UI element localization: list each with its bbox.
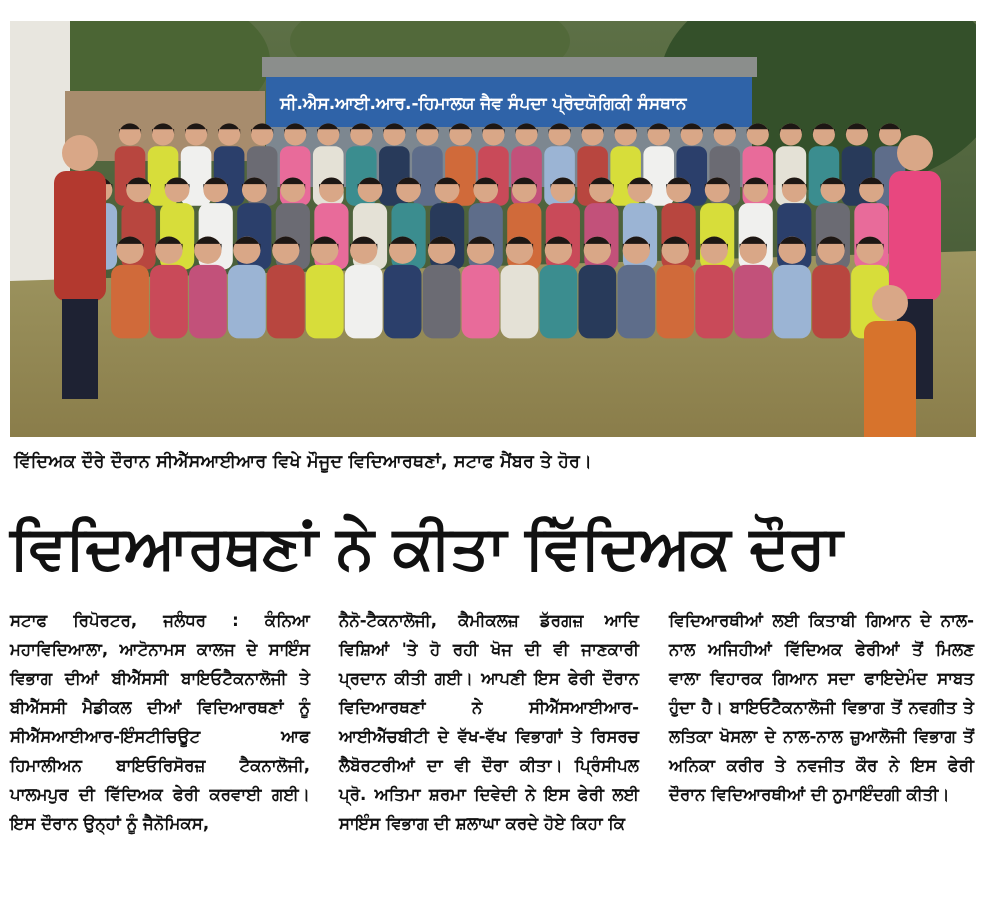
student-figure [540, 265, 578, 339]
column-1-text: ਕੰਨਿਆ ਮਹਾਵਿਦਿਆਲਾ, ਆਟੋਨਾਮਸ ਕਾਲਜ ਦੇ ਸਾਇੰਸ ਵਿਭਾਗ ਦੀਆਂ ਬੀਐੱਸਸੀ ਬਾਇਓਟੈਕਨਾਲੋਜੀ ਤੇ ਬੀਐੱਸਸੀ ਮੈਡੀਕਲ ਦੀਆਂ ਵਿਦਿਆਰਥਣਾਂ ਨੂੰ ਸੀਐੱਸਆਈਆਰ-ਇੰਸਟੀਚਿਊਟ ਆਫ ਹਿਮਾਲੀਅਨ ਬਾਇਓਰਿਸੋਰਜ਼ ਟੈਕਨਾਲੋਜੀ, ਪਾਲਮਪੁਰ ਦੀ ਵਿੱਦਿਅਕ ਫੇਰੀ ਕਰਵਾਈ ਗਈ। ਇਸ ਦੌਰਾਨ ਉਨ੍ਹਾਂ ਨੂੰ ਜੈਨੋਮਿਕਸ, [10, 611, 310, 833]
article-column-2 [339, 606, 639, 838]
student-figure [501, 265, 539, 339]
column-2-text: ਨੈਨੋ-ਟੈਕਨਾਲੋਜੀ, ਕੈਮੀਕਲਜ਼ ਡੱਰਗਜ਼ ਆਦਿ ਵਿਸ਼ਿਆਂ 'ਤੇ ਹੋ ਰਹੀ ਖੋਜ ਦੀ ਵੀ ਜਾਣਕਾਰੀ ਪ੍ਰਦਾਨ ਕੀਤੀ ਗਈ। ਆਪਣੀ ਇਸ ਫੇਰੀ ਦੌਰਾਨ ਵਿਦਿਆਰਥਣਾਂ ਨੇ ਸੀਐੱਸਆਈਆਰ-ਆਈਐੱਚਬੀਟੀ ਦੇ ਵੱਖ-ਵੱਖ ਵਿਭਾਗਾਂ ਤੇ ਰਿਸਰਚ ਲੈਬੋਰਟਰੀਆਂ ਦਾ ਵੀ ਦੌਰਾ ਕੀਤਾ। ਪ੍ਰਿੰਸੀਪਲ ਪ੍ਰੋ. ਅਤਿਮਾ ਸ਼ਰਮਾ ਦਿਵੇਦੀ ਨੇ ਇਸ ਫੇਰੀ ਲਈ ਸਾਇੰਸ ਵਿਭਾਗ ਦੀ ਸ਼ਲਾਘਾ ਕਰਦੇ ਹੋਏ ਕਿਹਾ ਕਿ [339, 611, 639, 833]
student-figure [695, 265, 733, 339]
student-figure [423, 265, 461, 339]
article-column-3 [669, 606, 974, 809]
student-figure [228, 265, 266, 339]
student-figure [812, 265, 850, 339]
student-figure [773, 265, 811, 339]
student-figure [150, 265, 188, 339]
student-figure [189, 265, 227, 339]
headline: ਵਿਦਿਆਰਥਣਾਂ ਨੇ ਕੀਤਾ ਵਿੱਦਿਅਕ ਦੌਰਾ [10, 513, 842, 583]
byline: ਸਟਾਫ ਰਿਪੋਰਟਰ, ਜਲੰਧਰ : [10, 611, 239, 630]
photo-caption: ਵਿੱਦਿਅਕ ਦੌਰੇ ਦੌਰਾਨ ਸੀਐੱਸਆਈਆਰ ਵਿਖੇ ਮੌਜੂਦ ਵਿਦਿਆਰਥਣਾਂ, ਸਟਾਫ ਮੈਂਬਰ ਤੇ ਹੋਰ। [14, 452, 593, 472]
student-figure [617, 265, 655, 339]
student-figure [111, 265, 149, 339]
column-3-text: ਵਿਦਿਆਰਥੀਆਂ ਲਈ ਕਿਤਾਬੀ ਗਿਆਨ ਦੇ ਨਾਲ-ਨਾਲ ਅਜਿਹੀਆਂ ਵਿੱਦਿਅਕ ਫੇਰੀਆਂ ਤੋਂ ਮਿਲਣ ਵਾਲਾ ਵਿਹਾਰਕ ਗਿਆਨ ਸਦਾ ਫਾਇਦੇਮੰਦ ਸਾਬਤ ਹੁੰਦਾ ਹੈ। ਬਾਇਓਟੈਕਨਾਲੋਜੀ ਵਿਭਾਗ ਤੋਂ ਨਵਗੀਤ ਤੇ ਲਤਿਕਾ ਖੋਸਲਾ ਦੇ ਨਾਲ-ਨਾਲ ਜ਼ੁਆਲੋਜੀ ਵਿਭਾਗ ਤੋਂ ਅਨਿਕਾ ਕਰੀਰ ਤੇ ਨਵਜੀਤ ਕੌਰ ਨੇ ਇਸ ਫੇਰੀ ਦੌਰਾਨ ਵਿਦਿਆਰਥੀਆਂ ਦੀ ਨੁਮਾਇੰਦਗੀ ਕੀਤੀ। [669, 611, 974, 804]
standing-figure [864, 321, 916, 437]
student-figure [384, 265, 422, 339]
student-figure [267, 265, 305, 339]
student-figure [306, 265, 344, 339]
standing-figure [54, 171, 106, 301]
student-figure [656, 265, 694, 339]
banner-text: ਸੀ.ਐਸ.ਆਈ.ਆਰ.-ਹਿਮਾਲਯ ਜੈਵ ਸੰਪਦਾ ਪ੍ਰੋਦਯੋਗਿਕੀ ਸੰਸਥਾਨ [280, 94, 687, 114]
student-figure [578, 265, 616, 339]
standing-figure [889, 171, 941, 301]
standing-figure-legs [62, 299, 98, 399]
article-column-1 [10, 606, 310, 838]
student-figure [734, 265, 772, 339]
standing-figure-head [872, 285, 908, 321]
student-figure [345, 265, 383, 339]
standing-figure-head [897, 135, 933, 171]
student-figure [462, 265, 500, 339]
standing-figure-head [62, 135, 98, 171]
group-photo [10, 21, 976, 437]
